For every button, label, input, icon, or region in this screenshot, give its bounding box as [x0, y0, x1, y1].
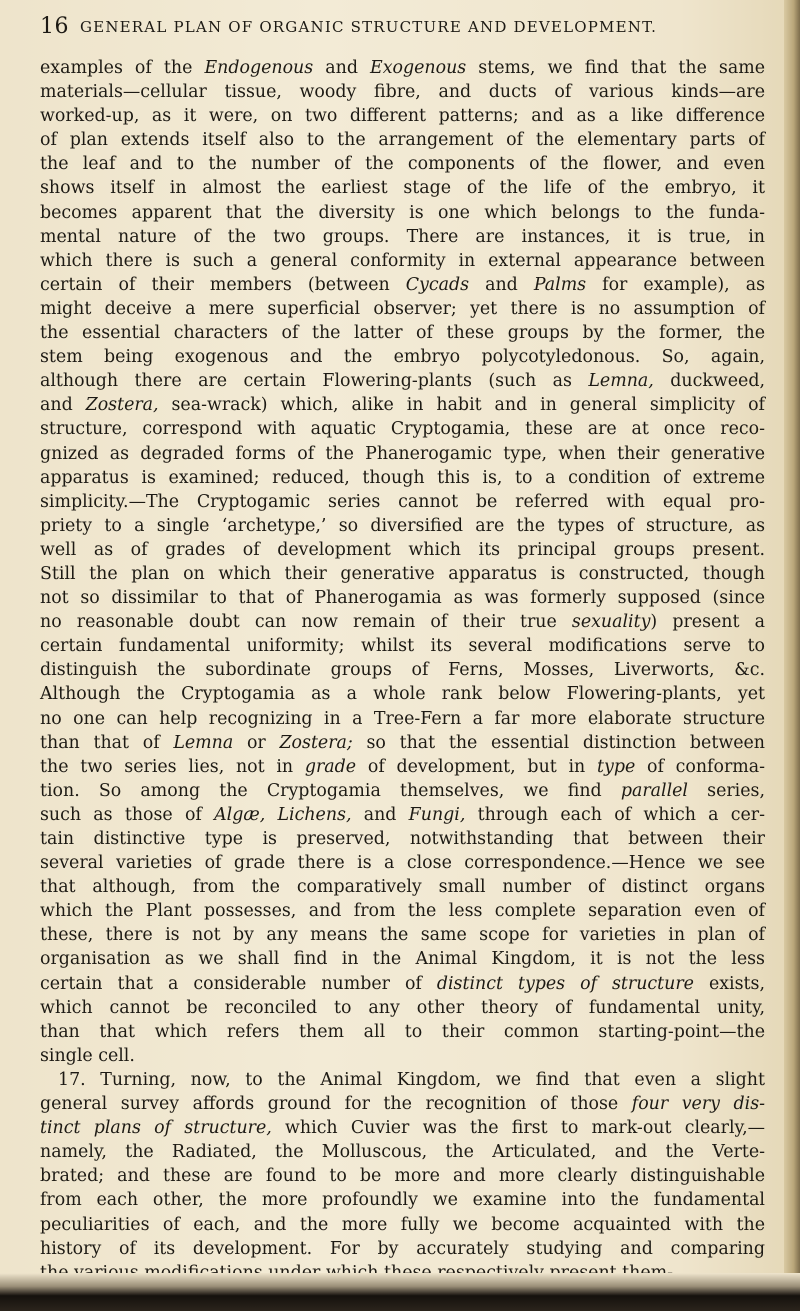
- text-line: [40, 104, 765, 128]
- italic-text: sexuality: [571, 612, 651, 633]
- text-segment: that although, from the comparatively small number of distinct organs: [40, 877, 765, 898]
- text-line: [40, 875, 765, 899]
- text-segment: of development, but in: [356, 756, 597, 777]
- text-line: [40, 755, 765, 779]
- text-line: [40, 538, 765, 562]
- italic-text: four very dis-: [631, 1094, 765, 1115]
- text-segment: no one can help recognizing in a Tree-Fern a far more elaborate structure: [40, 708, 765, 729]
- text-segment: tion. So among the Cryptogamia themselves, we find: [40, 780, 621, 801]
- text-segment: stems, we find that the same: [466, 58, 765, 78]
- text-segment: distinguish the subordinate groups of Ferns, Mosses, Liverworts, &c.: [40, 660, 765, 681]
- text-line: [40, 803, 765, 827]
- italic-text: distinct types of structure: [436, 973, 694, 994]
- italic-text: tinct plans of structure,: [40, 1118, 272, 1139]
- italic-text: Lemna: [173, 732, 234, 753]
- text-segment: might deceive a mere superficial observer; yet there is no assumption of: [40, 298, 765, 319]
- text-segment: no reasonable doubt can now remain of their true: [40, 612, 572, 633]
- text-segment: becomes apparent that the diversity is one which belongs to the funda-: [40, 202, 765, 223]
- text-line: [40, 1044, 765, 1068]
- text-segment: the essential characters of the latter of these groups by the former, the: [40, 323, 765, 344]
- text-segment: well as of grades of development which its principal groups present.: [40, 539, 765, 560]
- text-line: [40, 1092, 765, 1116]
- italic-text: Algæ, Lichens,: [214, 804, 352, 825]
- text-line: [40, 923, 765, 947]
- text-line: [40, 466, 765, 490]
- italic-text: Zostera;: [279, 732, 353, 753]
- text-segment: and: [313, 58, 371, 78]
- text-segment: although there are certain Flowering-plants (such as: [40, 371, 589, 392]
- text-segment: so that the essential distinction between: [352, 732, 765, 753]
- text-segment: shows itself in almost the earliest stage of the life of the embryo, it: [40, 178, 765, 199]
- text-segment: 17. Turning, now, to the Animal Kingdom, we find that even a slight: [58, 1069, 765, 1090]
- italic-text: type: [597, 756, 636, 777]
- page-header: [40, 14, 760, 42]
- text-line: [40, 634, 765, 658]
- text-line: [40, 321, 765, 345]
- text-segment: single cell.: [40, 1045, 135, 1066]
- text-line: [40, 610, 765, 634]
- italic-text: Endogenous: [204, 58, 314, 78]
- text-line: [40, 1020, 765, 1044]
- text-segment: materials—cellular tissue, woody fibre, and ducts of various kinds—are: [40, 82, 765, 103]
- italic-text: parallel: [620, 780, 688, 801]
- text-line: [40, 779, 765, 803]
- text-line: [40, 128, 765, 152]
- text-segment: examples of the: [40, 58, 205, 78]
- text-line: [40, 1164, 765, 1188]
- text-segment: through each of which a cer-: [465, 804, 766, 825]
- text-line: [40, 731, 765, 755]
- text-segment: the leaf and to the number of the components of the flower, and even: [40, 154, 765, 175]
- body-text: [40, 56, 765, 1285]
- text-line: [40, 827, 765, 851]
- text-line: [40, 996, 765, 1020]
- page-number: 16: [40, 14, 69, 39]
- text-segment: series,: [688, 780, 765, 801]
- text-line: [40, 707, 765, 731]
- text-line: [40, 249, 765, 273]
- text-segment: apparatus is examined; reduced, though this is, to a condition of extreme: [40, 467, 765, 488]
- text-line: [40, 899, 765, 923]
- text-line: [40, 201, 765, 225]
- text-segment: and: [351, 804, 409, 825]
- text-segment: which there is such a general conformity in external appearance between: [40, 250, 765, 271]
- italic-text: Lemna,: [588, 371, 654, 392]
- text-segment: mental nature of the two groups. There are instances, it is true, in: [40, 226, 765, 247]
- text-line: [40, 225, 765, 249]
- text-line: [40, 56, 765, 80]
- text-segment: such as those of: [40, 804, 215, 825]
- text-segment: Still the plan on which their generative apparatus is constructed, though: [40, 563, 765, 584]
- text-segment: structure, correspond with aquatic Cryptogamia, these are at once reco-: [40, 419, 765, 440]
- text-segment: or: [233, 732, 280, 753]
- text-segment: tain distinctive type is preserved, notwithstanding that between their: [40, 829, 765, 849]
- text-segment: priety to a single ‘archetype,’ so diversified are the types of structure, as: [40, 515, 765, 536]
- text-line: [40, 1188, 765, 1212]
- text-line: [40, 682, 765, 706]
- text-line: [40, 490, 765, 514]
- text-line: [40, 273, 765, 297]
- text-segment: which Cuvier was the first to mark-out clearly,—: [271, 1118, 765, 1139]
- text-segment: which cannot be reconciled to any other theory of fundamental unity,: [40, 997, 765, 1018]
- italic-text: Zostera,: [85, 395, 159, 416]
- text-line: [40, 176, 765, 200]
- text-segment: peculiarities of each, and the more fully we become acquainted with the: [40, 1214, 765, 1235]
- text-segment: for example), as: [586, 274, 766, 295]
- text-line: [40, 369, 765, 393]
- text-segment: gnized as degraded forms of the Phanerogamic type, when their generative: [40, 443, 765, 464]
- text-segment: worked-up, as it were, on two different patterns; and as a like difference: [40, 106, 765, 127]
- text-segment: Although the Cryptogamia as a whole rank below Flowering-plants, yet: [40, 684, 765, 705]
- text-segment: namely, the Radiated, the Molluscous, the Articulated, and the Verte-: [40, 1142, 765, 1163]
- text-line: [40, 417, 765, 441]
- italic-text: Exogenous: [370, 58, 467, 78]
- page-edge-shadow: [784, 0, 800, 1311]
- text-line: [40, 562, 765, 586]
- text-segment: these, there is not by any means the same scope for varieties in plan of: [40, 925, 765, 946]
- text-segment: of conforma-: [635, 756, 765, 777]
- text-line: [40, 972, 765, 996]
- text-segment: not so dissimilar to that of Phanerogamia as was formerly supposed (since: [40, 588, 765, 609]
- text-segment: general survey affords ground for the recognition of those: [40, 1094, 632, 1115]
- italic-text: Fungi,: [408, 804, 466, 825]
- text-line: [40, 851, 765, 875]
- text-line: [40, 514, 765, 538]
- text-segment: and: [469, 274, 534, 295]
- text-line: [40, 586, 765, 610]
- text-segment: exists,: [693, 973, 765, 994]
- text-segment: several varieties of grade there is a close correspondence.—Hence we see: [40, 853, 765, 874]
- text-segment: which the Plant possesses, and from the less complete separation even of: [40, 901, 765, 922]
- text-line: [40, 1140, 765, 1164]
- text-segment: from each other, the more profoundly we examine into the fundamental: [40, 1190, 765, 1211]
- text-segment: stem being exogenous and the embryo polycotyledonous. So, again,: [40, 347, 765, 368]
- text-line: [40, 442, 765, 466]
- text-segment: organisation as we shall find in the Animal Kingdom, it is not the less: [40, 949, 765, 970]
- italic-text: Palms: [533, 274, 587, 295]
- text-segment: the two series lies, not in: [40, 756, 305, 777]
- text-segment: of plan extends itself also to the arrangement of the elementary parts of: [40, 130, 765, 151]
- italic-text: Cycads: [405, 274, 470, 295]
- text-line: [40, 393, 765, 417]
- italic-text: grade: [304, 756, 357, 777]
- text-line: [40, 152, 765, 176]
- text-segment: simplicity.—The Cryptogamic series cannot be referred with equal pro-: [40, 491, 765, 512]
- text-segment: sea-wrack) which, alike in habit and in general simplicity of: [158, 395, 765, 416]
- text-segment: certain fundamental uniformity; whilst its several modifications serve to: [40, 636, 765, 657]
- text-segment: history of its development. For by accurately studying and comparing: [40, 1238, 765, 1259]
- text-line: [40, 345, 765, 369]
- text-segment: ) present a: [650, 612, 765, 633]
- scan-bottom-edge: [0, 1273, 800, 1311]
- text-segment: and: [40, 395, 86, 416]
- text-line: [40, 947, 765, 971]
- text-segment: brated; and these are found to be more and more clearly distinguishable: [40, 1166, 765, 1187]
- text-segment: than that which refers them all to their common starting-point—the: [40, 1021, 765, 1042]
- text-line: [40, 297, 765, 321]
- text-line: [40, 1068, 765, 1092]
- text-line: [40, 1116, 765, 1140]
- text-segment: duckweed,: [653, 371, 765, 392]
- text-line: [40, 80, 765, 104]
- text-line: [40, 1237, 765, 1261]
- text-line: [40, 658, 765, 682]
- text-segment: certain that a considerable number of: [40, 973, 437, 994]
- text-segment: than that of: [40, 732, 174, 753]
- text-segment: certain of their members (between: [40, 274, 406, 295]
- running-title: GENERAL PLAN OF ORGANIC STRUCTURE AND DEVELOPMENT.: [80, 18, 658, 36]
- text-line: [40, 1213, 765, 1237]
